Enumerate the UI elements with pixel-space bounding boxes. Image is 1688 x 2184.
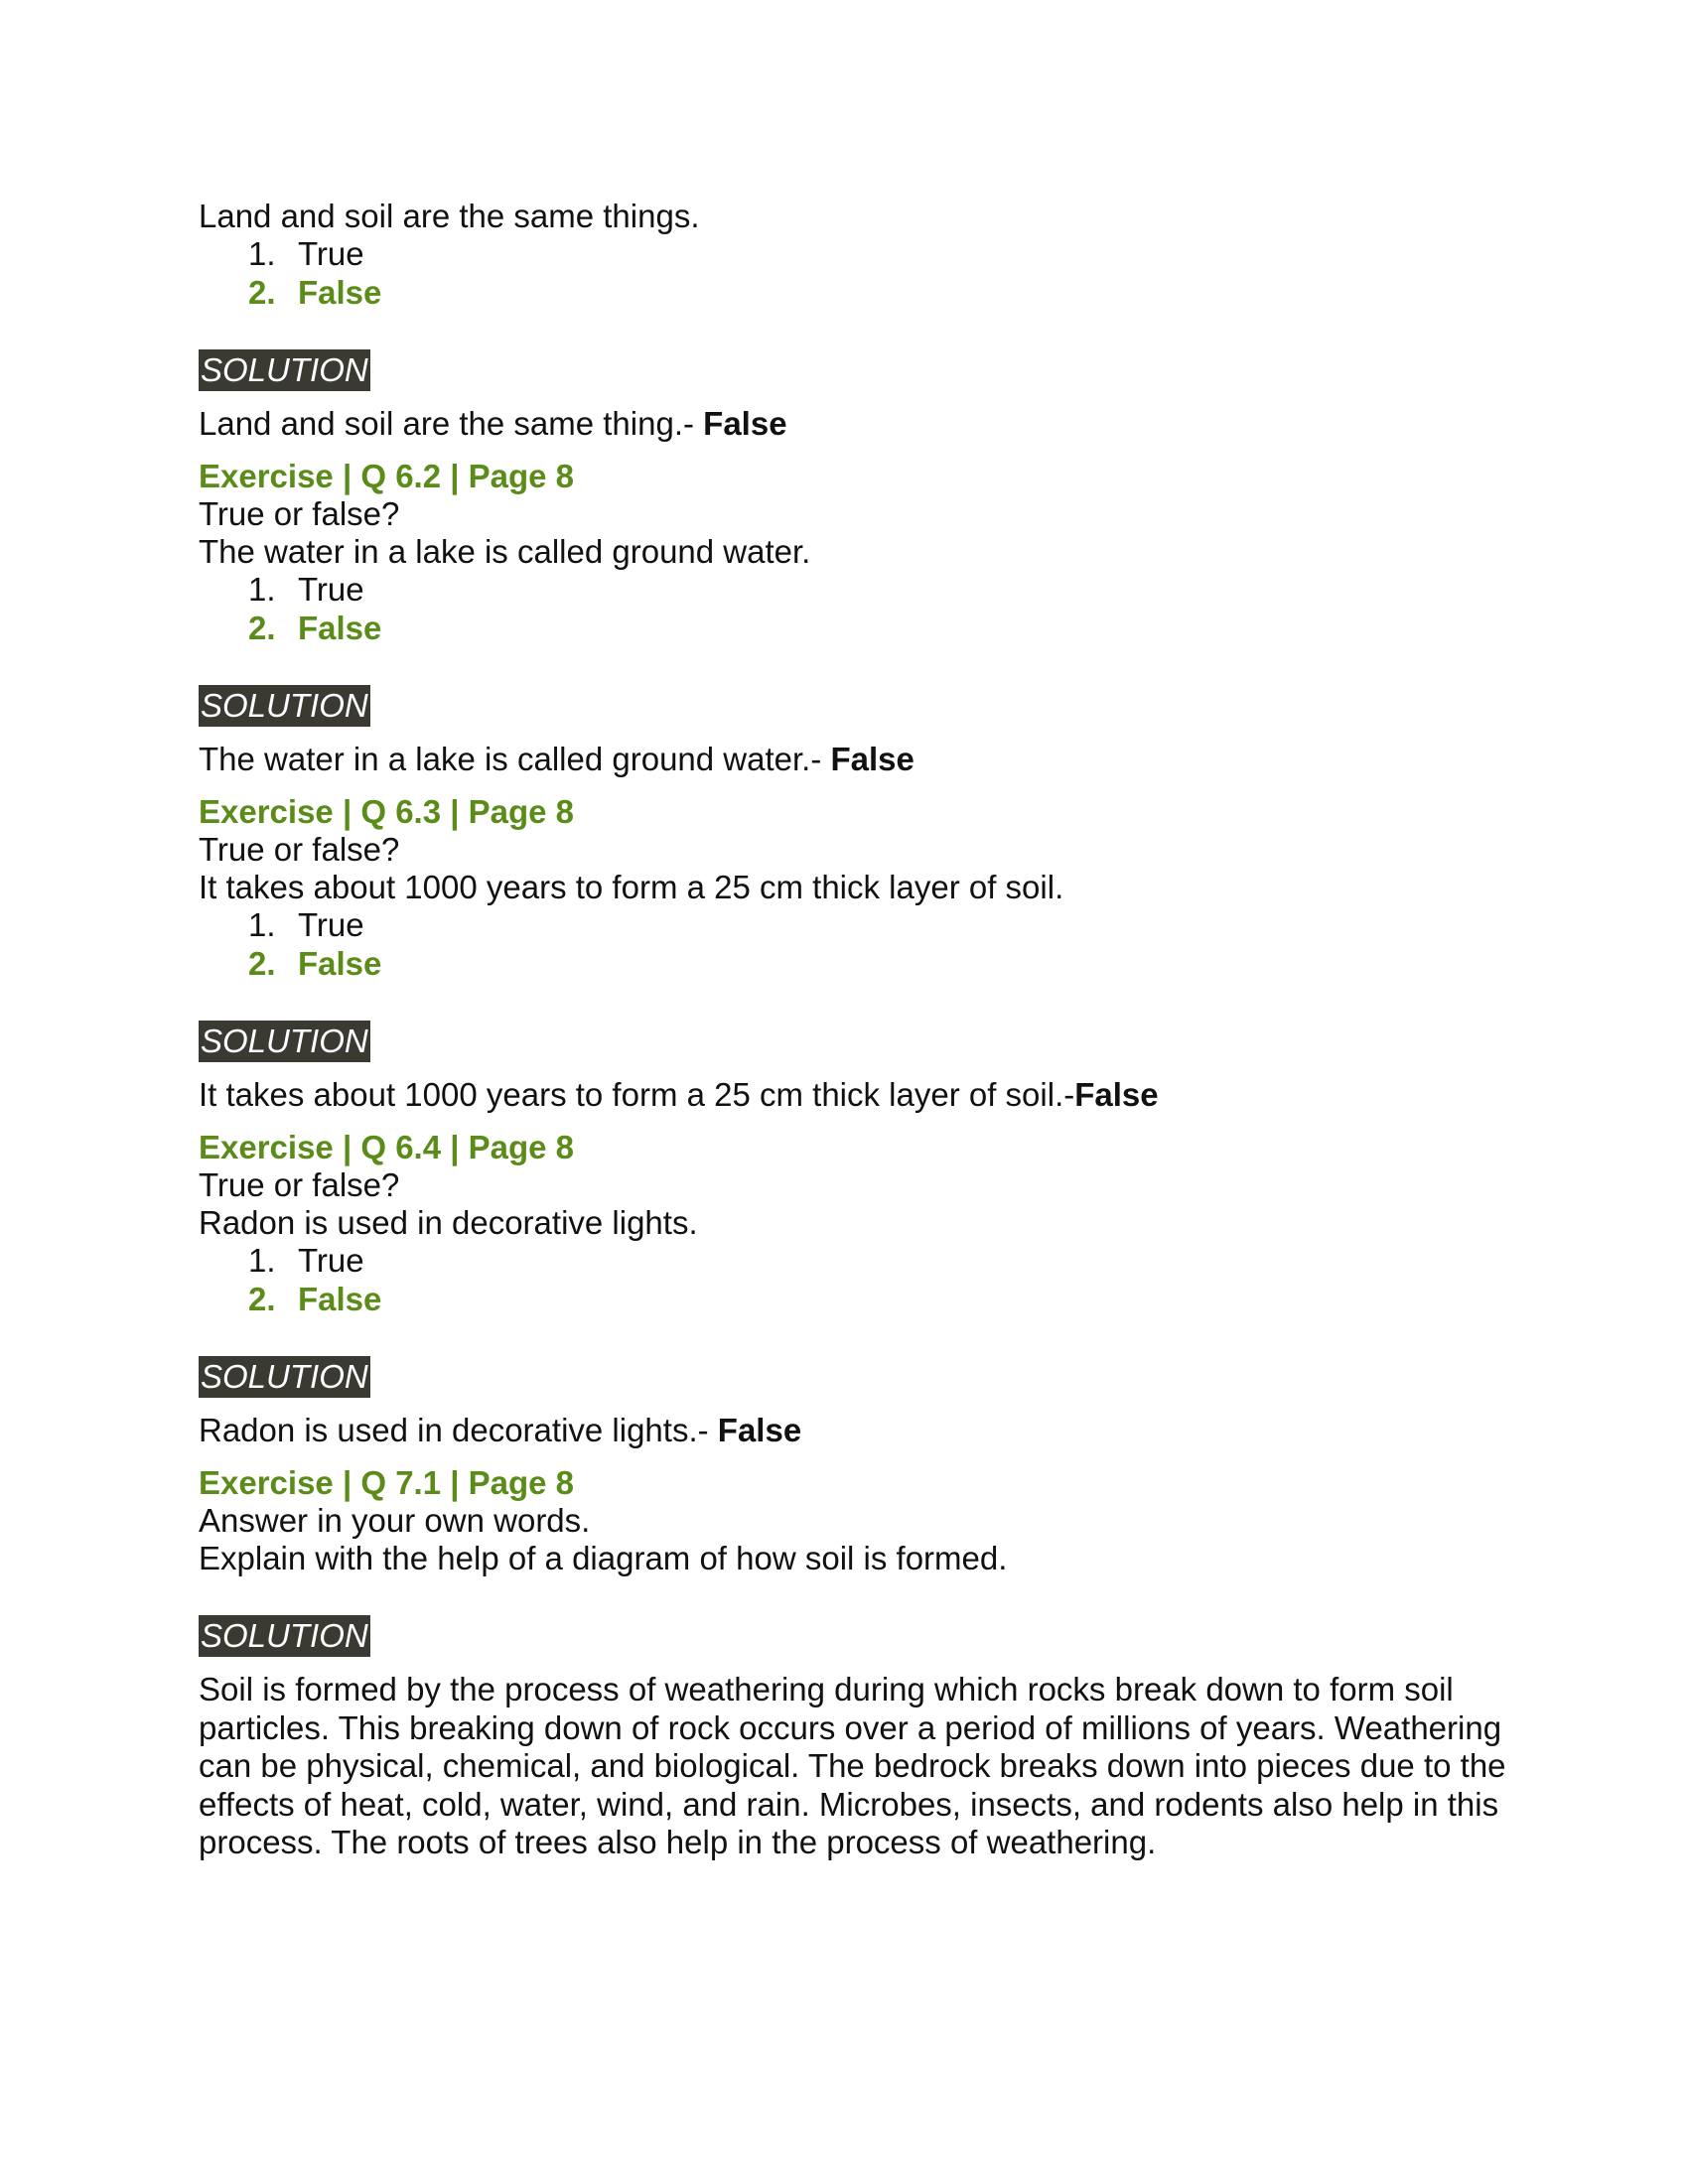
question-statement: The water in a lake is called ground water. [199,533,811,570]
option-false-correct: 2. False [248,944,382,982]
question-statement: Explain with the help of a diagram of how soil is formed. [199,1540,1008,1576]
question-prompt: True or false? [199,495,400,532]
question-block [199,198,1509,443]
solution-badge: SOLUTION [199,1356,370,1398]
solution-badge: SOLUTION [199,685,370,727]
options-list [199,571,1509,647]
option-true: 1. True [248,1242,364,1279]
exercise-heading: Exercise | Q 7.1 | Page 8 [199,1464,575,1501]
answer-value: False [717,1412,802,1448]
question-statement: Land and soil are the same things. [199,198,700,234]
question-prompt: Answer in your own words. [199,1502,591,1539]
option-false-correct: 2. False [248,273,382,311]
options-list [199,235,1509,312]
exercise-heading: Exercise | Q 6.4 | Page 8 [199,1129,575,1165]
question-block [199,1464,1509,1862]
question-statement: Radon is used in decorative lights. [199,1204,698,1241]
solution-badge: SOLUTION [199,1615,370,1657]
document-page [199,198,1509,1862]
question-prompt: True or false? [199,1166,400,1203]
question-prompt: True or false? [199,831,400,868]
option-true: 1. True [248,571,364,608]
option-false-correct: 2. False [248,609,382,646]
solution-answer: Land and soil are the same thing.- False [199,405,787,442]
solution-answer: The water in a lake is called ground water.- False [199,741,914,777]
solution-paragraph: Soil is formed by the process of weathering during which rocks break down to form soil particles. This breaking down of rock occurs over a period of millions of years. Weathering can be physical, chemical, and biological. The bedrock breaks down into pieces due to the effects of heat, cold, water, wind, and rain. Microbes, insects, and rodents also help in this process. The roots of trees also help in the process of weathering. [199,1671,1506,1860]
exercise-heading: Exercise | Q 6.3 | Page 8 [199,793,575,830]
option-true: 1. True [248,235,364,272]
options-list [199,1242,1509,1318]
exercise-heading: Exercise | Q 6.2 | Page 8 [199,458,575,494]
answer-value: False [1074,1076,1159,1113]
solution-badge: SOLUTION [199,1021,370,1062]
answer-value: False [703,405,787,442]
solution-answer: Radon is used in decorative lights.- False [199,1412,802,1448]
question-block [199,1129,1509,1449]
question-block [199,793,1509,1114]
answer-value: False [830,741,914,777]
option-false-correct: 2. False [248,1280,382,1317]
option-true: 1. True [248,906,364,943]
solution-badge: SOLUTION [199,349,370,391]
solution-answer: It takes about 1000 years to form a 25 cm thick layer of soil.-False [199,1076,1159,1113]
options-list [199,906,1509,983]
question-statement: It takes about 1000 years to form a 25 cm thick layer of soil. [199,869,1064,905]
question-block [199,458,1509,778]
